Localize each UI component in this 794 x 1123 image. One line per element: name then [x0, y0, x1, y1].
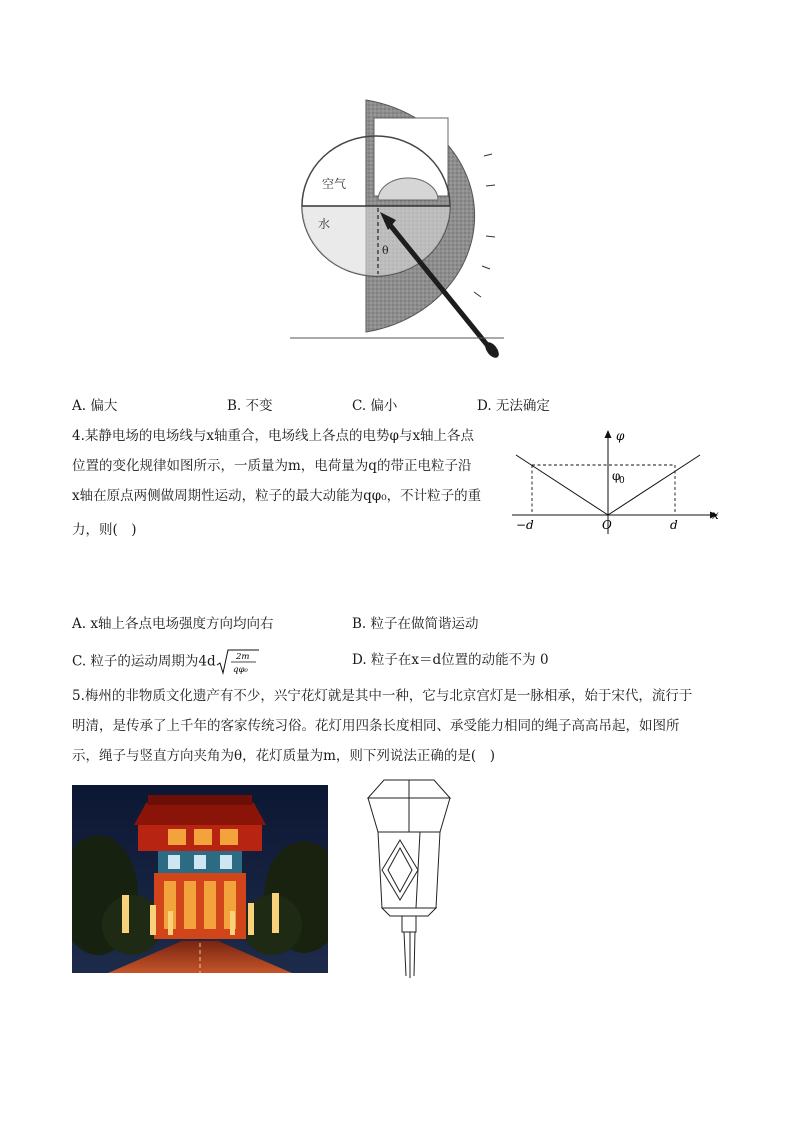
lantern-tower-photo	[72, 785, 328, 973]
potential-graph-svg	[508, 422, 728, 538]
q4-stem-line-3: x轴在原点两侧做周期性运动，粒子的最大动能为qφ₀，不计粒子的重	[72, 488, 482, 504]
q4-stem-line-2: 位置的变化规律如图所示，一质量为m，电荷量为q的带正电粒子沿	[72, 458, 472, 474]
phi0-label: φ	[612, 469, 621, 483]
q3-option-b[interactable]: B. 不变	[227, 398, 273, 414]
pos-d-label: d	[670, 518, 678, 532]
phi-line-left	[516, 455, 608, 515]
q3-option-a[interactable]: A. 偏大	[72, 398, 118, 414]
q4-option-c[interactable]	[72, 648, 260, 676]
q5-stem-line-3: 示，绳子与竖直方向夹角为θ，花灯质量为m，则下列说法正确的是( )	[72, 748, 495, 764]
refraction-figure	[288, 96, 510, 368]
x-axis-label: x	[712, 508, 719, 522]
lantern-diagram-svg	[364, 776, 456, 982]
fraction-denominator: qφ₀	[232, 665, 248, 675]
neg-d-label: −d	[516, 518, 534, 532]
origin-label: O	[602, 518, 612, 532]
potential-graph	[508, 422, 728, 538]
q5-stem-line-2: 明清，是传承了上千年的客家传统习俗。花灯用四条长度相同、承受能力相同的绳子高高吊起，如图所	[72, 718, 680, 734]
label-theta: θ	[382, 244, 389, 257]
label-air: 空气	[322, 177, 347, 191]
q4-stem-line-1: 4.某静电场的电场线与x轴重合，电场线上各点的电势φ与x轴上各点	[72, 428, 475, 444]
label-water: 水	[318, 217, 331, 231]
q4-option-a[interactable]: A. x轴上各点电场强度方向均向右	[72, 616, 274, 632]
q4-option-b[interactable]: B. 粒子在做简谐运动	[352, 616, 479, 632]
refraction-figure-svg	[288, 96, 510, 368]
lantern-diagram	[364, 776, 456, 982]
q3-option-c[interactable]: C. 偏小	[352, 398, 398, 414]
q3-option-d[interactable]: D. 无法确定	[477, 398, 550, 414]
y-axis-label: φ	[616, 429, 625, 443]
q4-option-c-prefix: C. 粒子的运动周期为4d	[72, 653, 216, 670]
q4-option-d[interactable]: D. 粒子在x＝d位置的动能不为 0	[352, 652, 549, 668]
q4-stem-line-4: 力，则( )	[72, 522, 137, 538]
phi0-sub-label: 0	[619, 476, 625, 486]
sqrt-expression	[216, 648, 260, 676]
q5-stem-line-1: 5.梅州的非物质文化遗产有不少，兴宁花灯就是其中一种，它与北京宫灯是一脉相承，始于宋代，流行于	[72, 688, 693, 704]
fraction-numerator: 2m	[235, 652, 250, 662]
